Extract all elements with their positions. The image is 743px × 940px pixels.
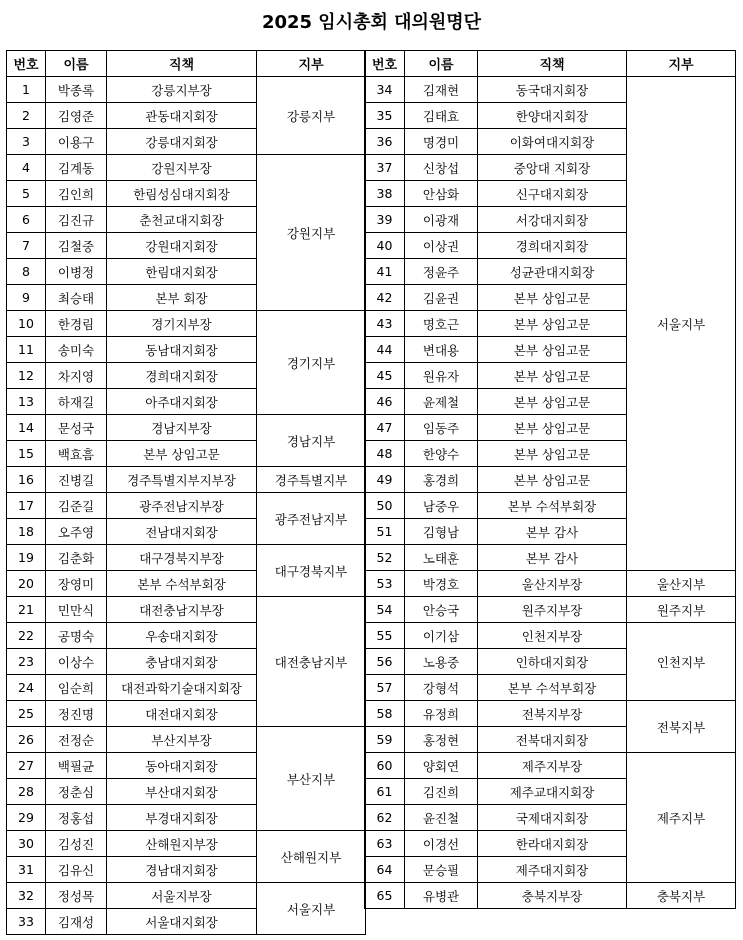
member-position: 본부 상임고문	[107, 441, 257, 467]
member-position: 본부 수석부회장	[478, 675, 627, 701]
row-number: 38	[365, 181, 405, 207]
member-position: 본부 상임고문	[478, 389, 627, 415]
row-number: 21	[7, 597, 46, 623]
member-name: 노용중	[405, 649, 478, 675]
member-name: 정홍섭	[46, 805, 107, 831]
row-number: 51	[365, 519, 405, 545]
row-number: 44	[365, 337, 405, 363]
member-position: 관동대지회장	[107, 103, 257, 129]
delegate-table-right	[364, 50, 736, 909]
member-name: 정춘심	[46, 779, 107, 805]
row-number: 42	[365, 285, 405, 311]
table-row	[7, 727, 366, 753]
row-number: 37	[365, 155, 405, 181]
member-name: 홍경희	[405, 467, 478, 493]
member-name: 유정희	[405, 701, 478, 727]
row-number: 35	[365, 103, 405, 129]
member-name: 남중우	[405, 493, 478, 519]
member-name: 김진규	[46, 207, 107, 233]
member-name: 안승국	[405, 597, 478, 623]
member-name: 신창섭	[405, 155, 478, 181]
branch-name: 서울지부	[627, 77, 736, 571]
member-position: 한림대지회장	[107, 259, 257, 285]
member-name: 오주영	[46, 519, 107, 545]
member-name: 명경미	[405, 129, 478, 155]
table-row	[7, 883, 366, 909]
table-row	[365, 883, 736, 909]
member-name: 문승필	[405, 857, 478, 883]
row-number: 47	[365, 415, 405, 441]
branch-name: 제주지부	[627, 753, 736, 883]
table-row	[7, 493, 366, 519]
member-name: 김준길	[46, 493, 107, 519]
member-position: 본부 상임고문	[478, 441, 627, 467]
branch-name: 충북지부	[627, 883, 736, 909]
member-name: 이상권	[405, 233, 478, 259]
member-position: 충북지부장	[478, 883, 627, 909]
row-number: 57	[365, 675, 405, 701]
table-row	[365, 623, 736, 649]
member-position: 본부 상임고문	[478, 311, 627, 337]
member-name: 김재현	[405, 77, 478, 103]
row-number: 33	[7, 909, 46, 935]
member-name: 진병길	[46, 467, 107, 493]
table-row	[365, 597, 736, 623]
row-number: 48	[365, 441, 405, 467]
branch-name: 광주전남지부	[257, 493, 366, 545]
member-position: 부산지부장	[107, 727, 257, 753]
member-position: 제주지부장	[478, 753, 627, 779]
member-name: 백효흠	[46, 441, 107, 467]
row-number: 18	[7, 519, 46, 545]
row-number: 65	[365, 883, 405, 909]
member-name: 유병관	[405, 883, 478, 909]
row-number: 17	[7, 493, 46, 519]
member-position: 원주지부장	[478, 597, 627, 623]
row-number: 25	[7, 701, 46, 727]
member-name: 송미숙	[46, 337, 107, 363]
member-position: 서강대지회장	[478, 207, 627, 233]
table-header-row	[365, 51, 736, 77]
row-number: 54	[365, 597, 405, 623]
member-name: 이경선	[405, 831, 478, 857]
member-position: 대구경북지부장	[107, 545, 257, 571]
row-number: 61	[365, 779, 405, 805]
branch-name: 경주특별지부	[257, 467, 366, 493]
member-name: 임동주	[405, 415, 478, 441]
member-name: 홍정현	[405, 727, 478, 753]
row-number: 52	[365, 545, 405, 571]
member-position: 강릉대지회장	[107, 129, 257, 155]
member-position: 전북대지회장	[478, 727, 627, 753]
member-position: 본부 상임고문	[478, 467, 627, 493]
member-position: 인하대지회장	[478, 649, 627, 675]
member-position: 동아대지회장	[107, 753, 257, 779]
member-name: 문성국	[46, 415, 107, 441]
member-name: 장영미	[46, 571, 107, 597]
member-name: 차지영	[46, 363, 107, 389]
member-name: 한양수	[405, 441, 478, 467]
member-position: 한라대지회장	[478, 831, 627, 857]
row-number: 20	[7, 571, 46, 597]
header-no: 번호	[365, 51, 405, 77]
member-name: 김유신	[46, 857, 107, 883]
member-position: 강원지부장	[107, 155, 257, 181]
branch-name: 강원지부	[257, 155, 366, 311]
member-position: 대전대지회장	[107, 701, 257, 727]
delegate-table-left	[6, 50, 366, 935]
row-number: 1	[7, 77, 46, 103]
branch-name: 울산지부	[627, 571, 736, 597]
table-row	[7, 311, 366, 337]
branch-name: 경남지부	[257, 415, 366, 467]
member-name: 백필균	[46, 753, 107, 779]
member-position: 중앙대 지회장	[478, 155, 627, 181]
row-number: 13	[7, 389, 46, 415]
row-number: 55	[365, 623, 405, 649]
member-name: 김진희	[405, 779, 478, 805]
member-position: 경희대지회장	[107, 363, 257, 389]
member-name: 정진명	[46, 701, 107, 727]
header-name: 이름	[46, 51, 107, 77]
member-position: 이화여대지회장	[478, 129, 627, 155]
member-position: 본부 수석부회장	[478, 493, 627, 519]
member-name: 윤진철	[405, 805, 478, 831]
row-number: 19	[7, 545, 46, 571]
row-number: 6	[7, 207, 46, 233]
member-position: 부산대지회장	[107, 779, 257, 805]
row-number: 14	[7, 415, 46, 441]
member-position: 대전과학기술대지회장	[107, 675, 257, 701]
row-number: 60	[365, 753, 405, 779]
member-name: 하재길	[46, 389, 107, 415]
member-name: 김춘화	[46, 545, 107, 571]
member-name: 김윤권	[405, 285, 478, 311]
member-position: 울산지부장	[478, 571, 627, 597]
member-name: 전정순	[46, 727, 107, 753]
row-number: 4	[7, 155, 46, 181]
row-number: 27	[7, 753, 46, 779]
branch-name: 강릉지부	[257, 77, 366, 155]
row-number: 26	[7, 727, 46, 753]
branch-name: 산해원지부	[257, 831, 366, 883]
member-position: 서울지부장	[107, 883, 257, 909]
member-name: 김성진	[46, 831, 107, 857]
member-name: 박경호	[405, 571, 478, 597]
member-position: 산해원지부장	[107, 831, 257, 857]
row-number: 31	[7, 857, 46, 883]
row-number: 63	[365, 831, 405, 857]
header-no: 번호	[7, 51, 46, 77]
table-row	[7, 467, 366, 493]
header-name: 이름	[405, 51, 478, 77]
table-row	[7, 155, 366, 181]
table-row	[365, 571, 736, 597]
branch-name: 경기지부	[257, 311, 366, 415]
member-position: 본부 상임고문	[478, 337, 627, 363]
row-number: 46	[365, 389, 405, 415]
row-number: 32	[7, 883, 46, 909]
member-position: 부경대지회장	[107, 805, 257, 831]
member-name: 이기삼	[405, 623, 478, 649]
row-number: 15	[7, 441, 46, 467]
member-name: 안삼화	[405, 181, 478, 207]
table-header-row	[7, 51, 366, 77]
member-name: 정성목	[46, 883, 107, 909]
page-title: 2025 임시총회 대의원명단	[261, 12, 482, 33]
member-position: 인천지부장	[478, 623, 627, 649]
row-number: 39	[365, 207, 405, 233]
row-number: 11	[7, 337, 46, 363]
member-position: 본부 상임고문	[478, 285, 627, 311]
row-number: 10	[7, 311, 46, 337]
member-position: 동국대지회장	[478, 77, 627, 103]
row-number: 40	[365, 233, 405, 259]
member-position: 경주특별지부지부장	[107, 467, 257, 493]
row-number: 53	[365, 571, 405, 597]
member-name: 김형남	[405, 519, 478, 545]
member-position: 한림성심대지회장	[107, 181, 257, 207]
row-number: 62	[365, 805, 405, 831]
table-row	[7, 597, 366, 623]
member-name: 이상수	[46, 649, 107, 675]
member-name: 이병정	[46, 259, 107, 285]
member-name: 윤제철	[405, 389, 478, 415]
row-number: 12	[7, 363, 46, 389]
table-row	[7, 415, 366, 441]
branch-name: 전북지부	[627, 701, 736, 753]
member-position: 전남대지회장	[107, 519, 257, 545]
row-number: 50	[365, 493, 405, 519]
table-row	[365, 77, 736, 103]
member-position: 우송대지회장	[107, 623, 257, 649]
member-name: 최승태	[46, 285, 107, 311]
member-position: 서울대지회장	[107, 909, 257, 935]
member-position: 본부 상임고문	[478, 363, 627, 389]
member-position: 본부 상임고문	[478, 415, 627, 441]
member-name: 명호근	[405, 311, 478, 337]
member-name: 변대용	[405, 337, 478, 363]
row-number: 5	[7, 181, 46, 207]
row-number: 34	[365, 77, 405, 103]
member-name: 김태효	[405, 103, 478, 129]
row-number: 56	[365, 649, 405, 675]
member-position: 아주대지회장	[107, 389, 257, 415]
member-name: 강형석	[405, 675, 478, 701]
header-position: 직책	[107, 51, 257, 77]
branch-name: 인천지부	[627, 623, 736, 701]
member-position: 본부 수석부회장	[107, 571, 257, 597]
member-position: 동남대지회장	[107, 337, 257, 363]
member-position: 경남지부장	[107, 415, 257, 441]
row-number: 64	[365, 857, 405, 883]
branch-name: 서울지부	[257, 883, 366, 935]
member-position: 경남대지회장	[107, 857, 257, 883]
row-number: 7	[7, 233, 46, 259]
row-number: 41	[365, 259, 405, 285]
member-name: 김인희	[46, 181, 107, 207]
member-position: 춘천교대지회장	[107, 207, 257, 233]
member-position: 본부 회장	[107, 285, 257, 311]
member-name: 한경림	[46, 311, 107, 337]
member-position: 강릉지부장	[107, 77, 257, 103]
member-name: 이용구	[46, 129, 107, 155]
table-row	[7, 77, 366, 103]
table-row	[365, 753, 736, 779]
row-number: 23	[7, 649, 46, 675]
member-name: 민만식	[46, 597, 107, 623]
member-position: 대전충남지부장	[107, 597, 257, 623]
row-number: 58	[365, 701, 405, 727]
row-number: 24	[7, 675, 46, 701]
member-position: 제주대지회장	[478, 857, 627, 883]
member-position: 광주전남지부장	[107, 493, 257, 519]
row-number: 8	[7, 259, 46, 285]
member-position: 제주교대지회장	[478, 779, 627, 805]
member-name: 원유자	[405, 363, 478, 389]
member-position: 본부 감사	[478, 545, 627, 571]
row-number: 36	[365, 129, 405, 155]
member-name: 양회연	[405, 753, 478, 779]
member-name: 공명숙	[46, 623, 107, 649]
member-name: 김영준	[46, 103, 107, 129]
table-row	[365, 701, 736, 727]
member-name: 김철중	[46, 233, 107, 259]
branch-name: 대구경북지부	[257, 545, 366, 597]
member-name: 김재성	[46, 909, 107, 935]
member-name: 이광재	[405, 207, 478, 233]
header-branch: 지부	[627, 51, 736, 77]
member-position: 경희대지회장	[478, 233, 627, 259]
branch-name: 부산지부	[257, 727, 366, 831]
member-position: 본부 감사	[478, 519, 627, 545]
member-name: 김계동	[46, 155, 107, 181]
header-branch: 지부	[257, 51, 366, 77]
member-position: 경기지부장	[107, 311, 257, 337]
row-number: 43	[365, 311, 405, 337]
row-number: 30	[7, 831, 46, 857]
row-number: 49	[365, 467, 405, 493]
member-position: 신구대지회장	[478, 181, 627, 207]
table-row	[7, 831, 366, 857]
member-name: 정윤주	[405, 259, 478, 285]
member-position: 국제대지회장	[478, 805, 627, 831]
row-number: 28	[7, 779, 46, 805]
member-name: 노태훈	[405, 545, 478, 571]
row-number: 29	[7, 805, 46, 831]
member-position: 충남대지회장	[107, 649, 257, 675]
member-name: 임순희	[46, 675, 107, 701]
row-number: 59	[365, 727, 405, 753]
row-number: 9	[7, 285, 46, 311]
row-number: 2	[7, 103, 46, 129]
member-position: 성균관대지회장	[478, 259, 627, 285]
row-number: 22	[7, 623, 46, 649]
member-position: 한양대지회장	[478, 103, 627, 129]
branch-name: 대전충남지부	[257, 597, 366, 727]
member-position: 강원대지회장	[107, 233, 257, 259]
member-name: 박종록	[46, 77, 107, 103]
table-row	[7, 545, 366, 571]
row-number: 45	[365, 363, 405, 389]
member-position: 전북지부장	[478, 701, 627, 727]
row-number: 3	[7, 129, 46, 155]
branch-name: 원주지부	[627, 597, 736, 623]
header-position: 직책	[478, 51, 627, 77]
row-number: 16	[7, 467, 46, 493]
